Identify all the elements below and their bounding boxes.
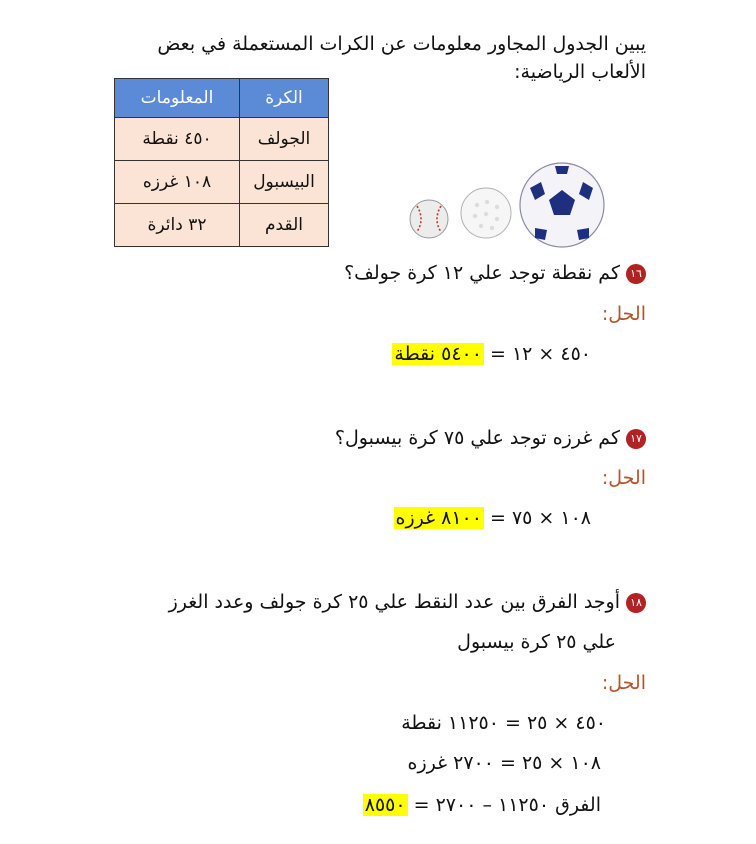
question-number-badge: ١٦ [626, 264, 646, 284]
table-row [115, 161, 329, 204]
equation-left: ٤٥٠ × ١٢ = [489, 343, 591, 365]
solution-label: الحل: [601, 467, 646, 489]
question-17 [335, 427, 646, 449]
table-header-row [115, 79, 329, 118]
soccer-ball-image [520, 163, 604, 247]
question-text: كم نقطة توجد علي ١٢ كرة جولف؟ [344, 262, 620, 284]
equation-16 [392, 343, 591, 365]
answer-highlight: ٨١٠٠ غرزه [395, 507, 482, 529]
question-number-badge: ١٨ [626, 593, 646, 613]
table-row [115, 204, 329, 247]
header-ball: الكرة [240, 79, 329, 118]
table-row [115, 118, 329, 161]
equation-17 [394, 507, 591, 529]
equation-18-diff [363, 794, 601, 816]
equation-left: الفرق ١١٢٥٠ – ٢٧٠٠ = [413, 794, 601, 816]
balls-illustration [405, 160, 605, 252]
question-18 [169, 591, 646, 613]
question-16 [344, 262, 646, 284]
cell-ball: البيسبول [240, 161, 329, 204]
cell-ball: القدم [240, 204, 329, 247]
solution-label: الحل: [601, 672, 646, 694]
question-number-badge: ١٧ [626, 429, 646, 449]
cell-info: ٣٢ دائرة [115, 204, 240, 247]
cell-info: ١٠٨ غرزه [115, 161, 240, 204]
golf-ball-image [461, 188, 511, 238]
cell-ball: الجولف [240, 118, 329, 161]
cell-info: ٤٥٠ نقطة [115, 118, 240, 161]
question-text: كم غرزه توجد علي ٧٥ كرة بيسبول؟ [334, 427, 620, 449]
question-text: أوجد الفرق بين عدد النقط علي ٢٥ كرة جولف وعدد الغرز [168, 591, 620, 613]
solution-label: الحل: [601, 303, 646, 325]
answer-highlight: ٥٤٠٠ نقطة [394, 343, 482, 365]
equation-18-line1: ٤٥٠ × ٢٥ = ١١٢٥٠ نقطة [401, 712, 606, 734]
intro-text: يبين الجدول المجاور معلومات عن الكرات المستعملة في بعض الألعاب الرياضية: [157, 33, 646, 83]
question-18-line2: علي ٢٥ كرة بيسبول [457, 631, 616, 653]
header-info: المعلومات [115, 79, 240, 118]
balls-info-table [114, 78, 329, 247]
baseball-image [410, 200, 448, 238]
equation-18-line2: ١٠٨ × ٢٥ = ٢٧٠٠ غرزه [407, 752, 601, 774]
equation-left: ١٠٨ × ٧٥ = [489, 507, 591, 529]
answer-highlight: ٨٥٥٠ [364, 794, 406, 816]
